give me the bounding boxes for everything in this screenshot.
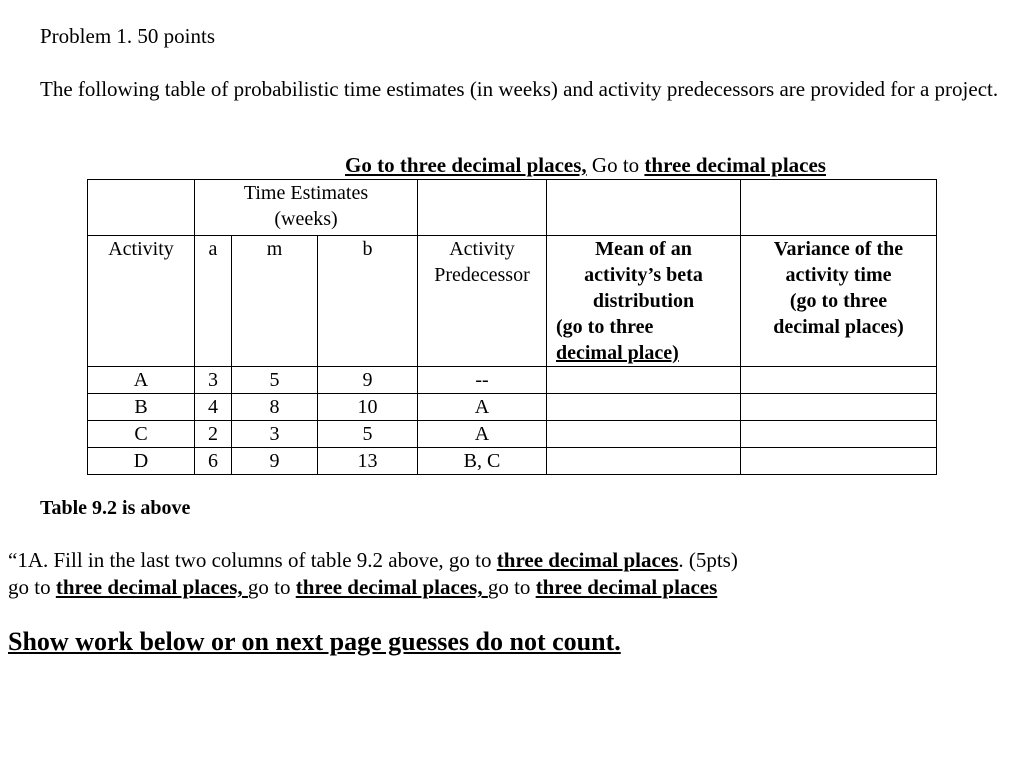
variance-answer-cell[interactable] [741, 394, 937, 421]
mean-header-line1: Mean of an [595, 238, 692, 260]
mean-header-line3: distribution [592, 290, 695, 312]
q1a-points: . (5pts) [678, 548, 738, 572]
a-cell: 3 [195, 367, 232, 394]
variance-answer-cell[interactable] [741, 421, 937, 448]
q1a-emphasis: three decimal places, [55, 575, 248, 599]
variance-answer-cell[interactable] [741, 448, 937, 475]
instruction-line [345, 153, 826, 178]
predecessor-cell: A [418, 421, 547, 448]
time-estimates-line1: Time Estimates [243, 182, 369, 204]
mean-header-line4: (go to three [556, 316, 654, 338]
a-header: a [195, 236, 232, 367]
q1a-emphasis: three decimal places [496, 548, 679, 572]
mean-answer-cell[interactable] [547, 448, 741, 475]
mean-header-line2: activity’s beta [584, 264, 703, 286]
variance-header-line2: activity time [785, 264, 892, 286]
mean-header [547, 236, 741, 367]
variance-header-line4: decimal places) [773, 316, 904, 338]
q1a-text: go to [8, 575, 56, 599]
predecessor-header-line1: Activity [449, 238, 515, 260]
table-row [88, 421, 937, 448]
a-cell: 2 [195, 421, 232, 448]
m-cell: 8 [232, 394, 318, 421]
m-cell: 9 [232, 448, 318, 475]
time-estimates-header [195, 180, 418, 236]
predecessor-header-line2: Predecessor [434, 264, 530, 286]
variance-answer-cell[interactable] [741, 367, 937, 394]
activity-table [87, 179, 937, 475]
empty-header-cell [88, 180, 195, 236]
q1a-text: “1A. Fill in the last two columns of table 9.2 above, go to [8, 548, 497, 572]
instruction-bold-part: Go to three decimal places, [345, 153, 587, 177]
question-1a-line1 [8, 548, 738, 573]
time-estimates-line2: (weeks) [274, 208, 338, 230]
show-work-instruction: Show work below or on next page guesses do not count. [8, 627, 621, 656]
mean-answer-cell[interactable] [547, 421, 741, 448]
a-cell: 6 [195, 448, 232, 475]
m-cell: 3 [232, 421, 318, 448]
b-cell: 13 [318, 448, 418, 475]
b-cell: 10 [318, 394, 418, 421]
variance-header-line3: (go to three [789, 290, 888, 312]
mean-answer-cell[interactable] [547, 394, 741, 421]
activity-cell: C [88, 421, 195, 448]
empty-header-cell [418, 180, 547, 236]
q1a-emphasis: three decimal places [535, 575, 718, 599]
activity-cell: B [88, 394, 195, 421]
activity-cell: D [88, 448, 195, 475]
q1a-text: go to [247, 575, 296, 599]
table-row [88, 394, 937, 421]
instruction-underline-part: three decimal places [644, 153, 826, 177]
m-header: m [232, 236, 318, 367]
variance-header-line1: Variance of the [773, 238, 904, 260]
predecessor-cell: -- [418, 367, 547, 394]
variance-header [741, 236, 937, 367]
activity-header: Activity [88, 236, 195, 367]
m-cell: 5 [232, 367, 318, 394]
mean-header-line5: decimal place) [556, 342, 679, 364]
activity-cell: A [88, 367, 195, 394]
question-1a-line2 [8, 575, 717, 600]
empty-header-cell [741, 180, 937, 236]
instruction-plain-part: Go to [586, 153, 645, 177]
predecessor-header [418, 236, 547, 367]
table-caption: Table 9.2 is above [40, 497, 191, 519]
table-row [88, 448, 937, 475]
b-header: b [318, 236, 418, 367]
q1a-text: go to [487, 575, 536, 599]
b-cell: 5 [318, 421, 418, 448]
b-cell: 9 [318, 367, 418, 394]
problem-title: Problem 1. 50 points [40, 24, 216, 48]
predecessor-cell: B, C [418, 448, 547, 475]
table-row [88, 367, 937, 394]
a-cell: 4 [195, 394, 232, 421]
mean-answer-cell[interactable] [547, 367, 741, 394]
empty-header-cell [547, 180, 741, 236]
intro-paragraph: The following table of probabilistic time estimates (in weeks) and activity predecessors are provided for a project. [40, 77, 999, 101]
predecessor-cell: A [418, 394, 547, 421]
q1a-emphasis: three decimal places, [295, 575, 488, 599]
